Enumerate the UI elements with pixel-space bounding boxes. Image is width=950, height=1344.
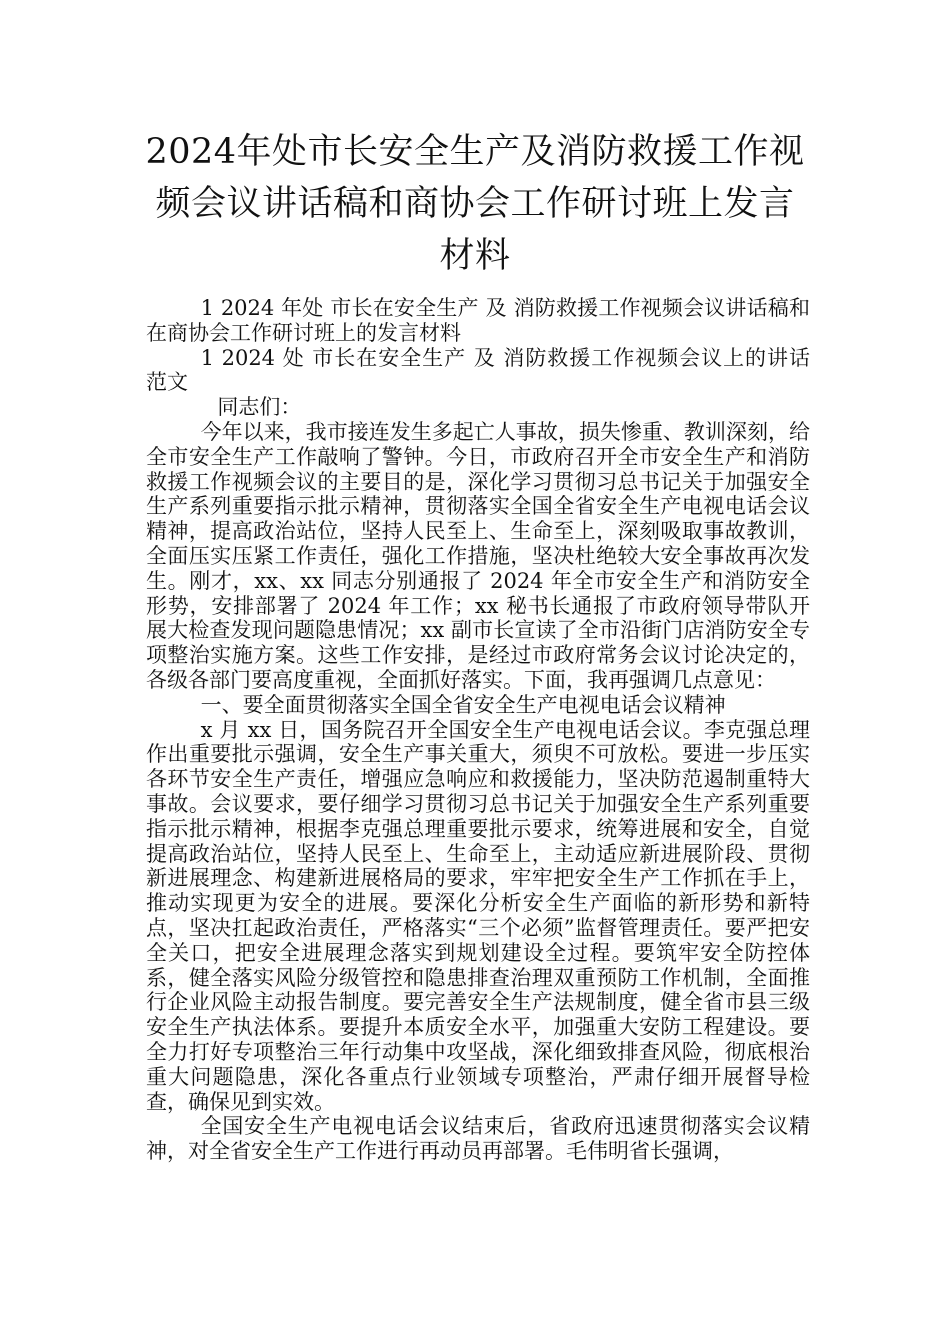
body-paragraph: 全国安全生产电视电话会议结束后，省政府迅速贯彻落实会议精神，对全省安全生产工作进行再动员再部署。毛伟明省长强调， — [146, 1114, 810, 1164]
document-title: 2024年处市长安全生产及消防救援工作视频会议讲话稿和商协会工作研讨班上发言材料 — [145, 132, 805, 276]
subtitle-line: 1 2024 年处 市长在安全生产 及 消防救援工作视频会议讲话稿和 在商协会工作研讨班上的发言材料 — [146, 296, 810, 345]
salutation: 同志们： — [217, 395, 302, 420]
subtitle-line: 1 2024 处 市长在安全生产 及 消防救援工作视频会议上的讲话 范文 — [146, 345, 810, 395]
document-body — [146, 296, 810, 1164]
body-paragraph: 今年以来，我市接连发生多起亡人事故，损失惨重、教训深刻，给全市安全生产工作敲响了警钟。今日，市政府召开全市安全生产和消防救援工作视频会议的主要目的是，深化学习贯彻习总书记关于加强安全生产系列重要指示批示精神，贯彻落实全国全省安全生产电视电话会议精神，提高政治站位，坚持人民至上、生命至上，深刻吸取事故教训，全面压实压紧工作责任，强化工作措施，坚决杜绝较大安全事故再次发生。刚才，xx、xx 同志分别通报了 2024 年全市安全生产和消防安全形势，安排部署了 2024 年工作；xx 秘书长通报了市政府领导带队开展大检查发现问题隐患情况；xx 副市长宣读了全市沿街门店消防安全专项整治实施方案。这些工作安排，是经过市政府常务会议讨论决定的，各级各部门要高度重视，全面抓好落实。下面，我再强调几点意见： — [146, 419, 810, 692]
section-heading: 一、要全面贯彻落实全国全省安全生产电视电话会议精神 — [200, 692, 726, 717]
body-paragraph: x 月 xx 日，国务院召开全国安全生产电视电话会议。李克强总理作出重要批示强调，安全生产事关重大，须臾不可放松。要进一步压实各环节安全生产责任，增强应急响应和救援能力，坚决防范遏制重特大事故。会议要求，要仔细学习贯彻习总书记关于加强安全生产系列重要指示批示精神，根据李克强总理重要批示要求，统筹进展和安全，自觉提高政治站位，坚持人民至上、生命至上，主动适应新进展阶段、贯彻新进展理念、构建新进展格局的要求，牢牢把安全生产工作抓在手上，推动实现更为安全的进展。要深化分析安全生产面临的新形势和新特点，坚决扛起政治责任，严格落实“三个必须”监督管理责任。要严把安全关口，把安全进展理念落实到规划建设全过程。要筑牢安全防控体系，健全落实风险分级管控和隐患排查治理双重预防工作机制，全面推行企业风险主动报告制度。要完善安全生产法规制度，健全省市县三级安全生产执法体系。要提升本质安全水平，加强重大安防工程建设。要全力打好专项整治三年行动集中攻坚战，深化细致排查风险，彻底根治重大问题隐患，深化各重点行业领域专项整治，严肃仔细开展督导检查，确保见到实效。 — [146, 717, 810, 1114]
